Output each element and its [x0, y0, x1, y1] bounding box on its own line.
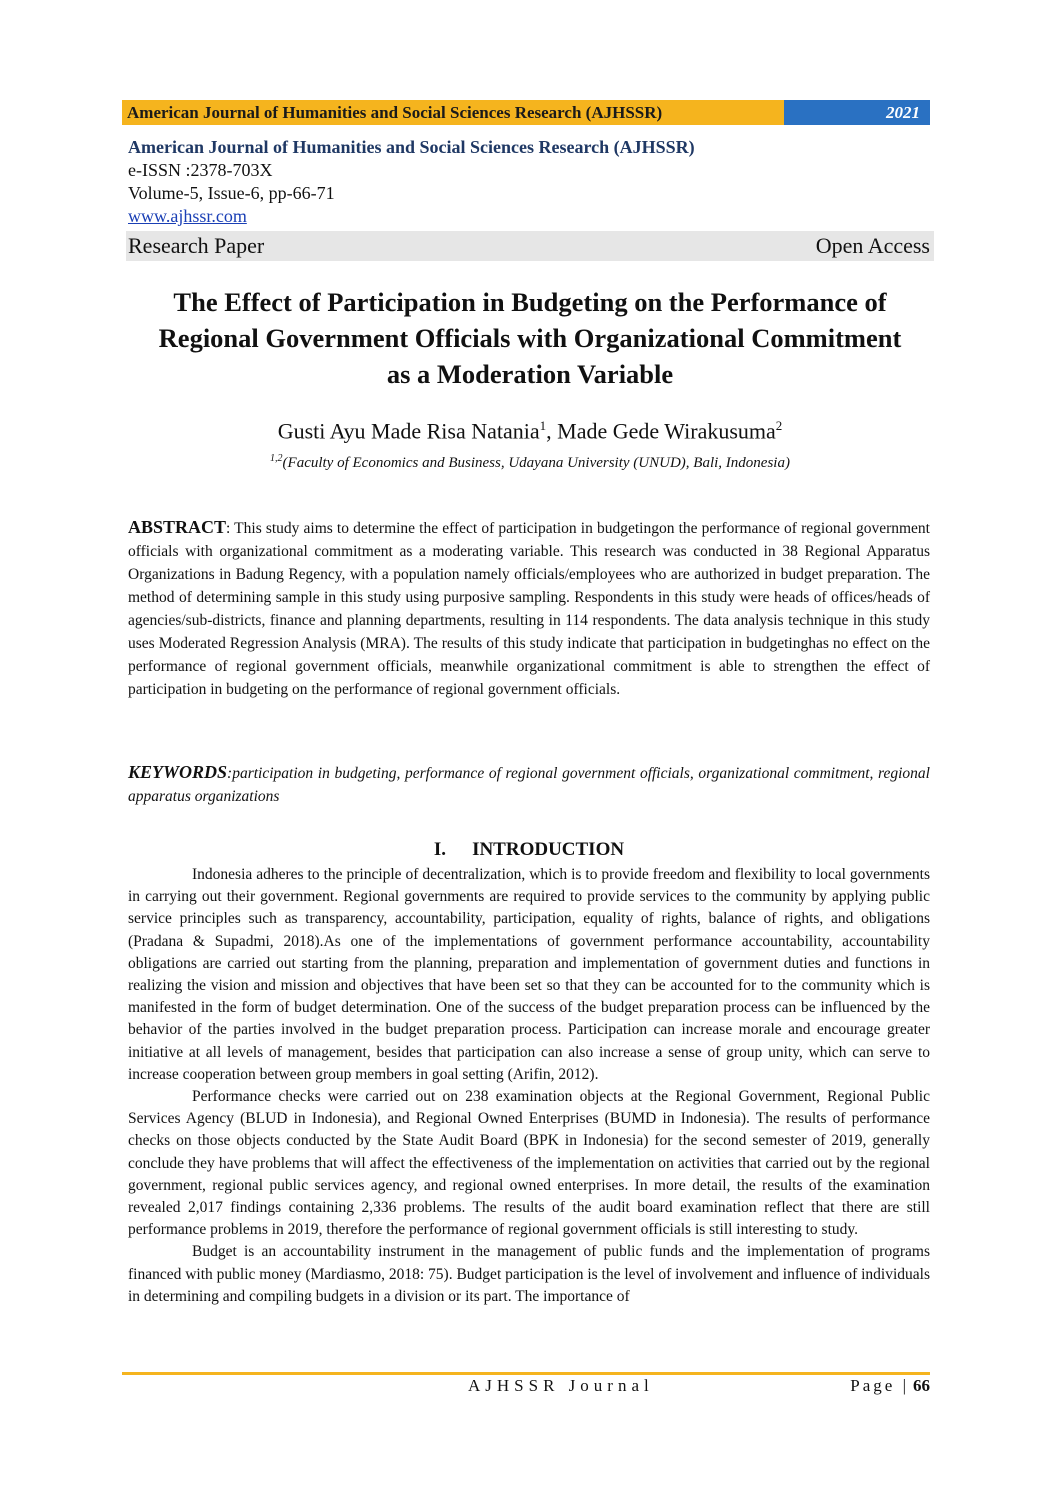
section-heading: [128, 839, 930, 861]
journal-url-link[interactable]: www.ajhssr.com: [128, 206, 247, 226]
title-line: Regional Government Officials with Organizational Commitment: [158, 323, 902, 353]
header-journal-name: American Journal of Humanities and Social Sciences Research (AJHSSR): [122, 100, 784, 125]
abstract: [128, 516, 930, 701]
footer-page-label: Page |: [850, 1376, 909, 1395]
affiliation-superscript: 1,2: [270, 453, 283, 464]
journal-header-bar: [122, 100, 930, 125]
title-line: as a Moderation Variable: [386, 359, 674, 389]
body-paragraph: Indonesia adheres to the principle of decentralization, which is to provide freedom and flexibility to local governments in carrying out their government. Regional governments are required to provide services to the community by applying public service principles such as transparency, accountability, participation, equality of rights, balance of rights, and obligations (Pradana & Supadmi, 2018).As one of the implementations of government performance accountability, accountability obligations are carried out starting from the planning, preparation and implementation of government duties and functions in realizing the vision and mission and objectives that have been set so that they can be accounted for to the community which is manifested in the form of budget determination. One of the success of the budget preparation process can be influenced by the behavior of the parties involved in the budget preparation process. Participation can increase morale and encourage greater initiative at all levels of management, besides that participation can also increase a sense of group unity, which can serve to increase cooperation between group members in goal setting (Arifin, 2012).: [128, 866, 930, 1083]
author-name: Made Gede Wirakusuma: [557, 418, 776, 444]
footer-divider: [122, 1372, 930, 1375]
author-separator: ,: [546, 418, 558, 444]
journal-meta: [128, 136, 695, 228]
abstract-label: ABSTRACT: [128, 517, 227, 537]
body-paragraph: Performance checks were carried out on 238 examination objects at the Regional Government, Regional Public Services Agency (BLUD in Indonesia), and Regional Owned Enterprises (BUMD in Indonesia). The results of performance checks on those objects conducted by the State Audit Board (BPK in Indonesia) for the second semester of 2019, generally conclude they have problems that will affect the effectiveness of the implementation on activities that carried out by the regional government, regional public services agency, and regional owned enterprises. In more detail, the results of the examination revealed 2,017 findings containing 2,336 problems. The results of the audit board examination reflect that there are still performance problems in 2019, therefore the performance of regional government officials is still interesting to study.: [128, 1088, 930, 1239]
introduction-body: [128, 864, 930, 1308]
author-superscript: 2: [775, 418, 783, 433]
section-title-text: INTRODUCTION: [472, 839, 625, 860]
keywords: [128, 761, 930, 808]
section-number: I.: [433, 839, 447, 860]
meta-volume: Volume-5, Issue-6, pp-66-71: [128, 183, 335, 203]
paper-type-label: Research Paper: [128, 233, 265, 258]
open-access-label: Open Access: [815, 233, 930, 258]
footer-page-number: [850, 1376, 930, 1396]
header-year: 2021: [784, 100, 930, 125]
access-bar: [126, 231, 934, 261]
meta-issn: e-ISSN :2378-703X: [128, 160, 273, 180]
keywords-label: KEYWORDS: [128, 762, 228, 782]
meta-journal-name: American Journal of Humanities and Social Sciences Research (AJHSSR): [128, 137, 695, 157]
paper-title: [110, 284, 950, 392]
author-superscript: 1: [539, 418, 547, 433]
title-line: The Effect of Participation in Budgeting on the Performance of: [173, 287, 887, 317]
footer-journal-name: AJHSSR Journal: [468, 1376, 654, 1395]
author-name: Gusti Ayu Made Risa Natania: [277, 418, 540, 444]
author-list: [120, 418, 940, 444]
page-number-value: 66: [913, 1376, 930, 1395]
affiliation-text: (Faculty of Economics and Business, Udayana University (UNUD), Bali, Indonesia): [282, 455, 790, 471]
affiliation: [120, 453, 940, 472]
keywords-text: :participation in budgeting, performance of regional government officials, organizational commitment, regional apparatus organizations: [128, 765, 930, 805]
abstract-text: : This study aims to determine the effect of participation in budgetingon the performance of regional government officials with organizational commitment as a moderating variable. This research was conducted in 38 Regional Apparatus Organizations in Badung Regency, with a population namely officials/employees who are authorized in budget preparation. The method of determining sample in this study using purposive sampling. Respondents in this study were heads of offices/heads of agencies/sub-districts, finance and planning departments, resulting in 114 respondents. The data analysis technique in this study uses Moderated Regression Analysis (MRA). The results of this study indicate that participation in budgetinghas no effect on the performance of regional government officials, meanwhile organizational commitment is able to strengthen the effect of participation in budgeting on the performance of regional government officials.: [128, 520, 930, 698]
body-paragraph: Budget is an accountability instrument in the management of public funds and the implementation of programs financed with public money (Mardiasmo, 2018: 75). Budget participation is the level of involvement and influence of individuals in determining and compiling budgets in a division or its part. The importance of: [128, 1243, 930, 1305]
